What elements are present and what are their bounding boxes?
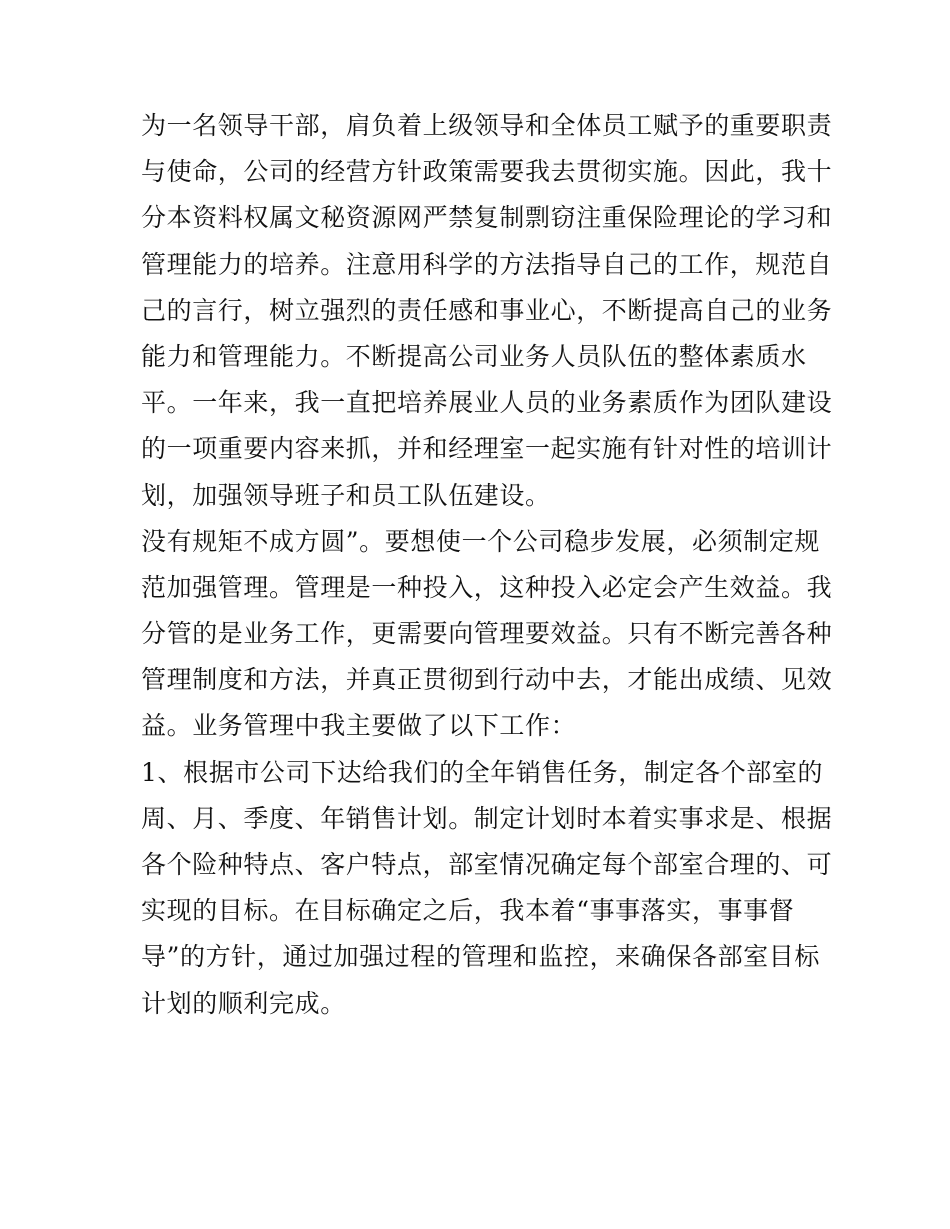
text-line: 己的言行，树立强烈的责任感和事业心，不断提高自己的业务: [141, 295, 833, 325]
text-line: 为一名领导干部，肩负着上级领导和全体员工赋予的重要职责: [141, 111, 833, 140]
text-line: 划，加强领导班子和员工队伍建设。: [141, 480, 551, 510]
text-line: 导”的方针，通过加强过程的管理和监控，来确保各部室目标: [141, 942, 820, 972]
text-line: 分管的是业务工作，更需要向管理要效益。只有不断完善各种: [141, 619, 833, 649]
text-line: 管理能力的培养。注意用科学的方法指导自己的工作，规范自: [141, 249, 833, 279]
text-line: 实现的目标。在目标确定之后，我本着“事事落实，事事督: [141, 896, 795, 926]
text-line: 没有规矩不成方圆”。要想使一个公司稳步发展，必须制定规: [141, 526, 820, 556]
text-line: 计划的顺利完成。: [141, 988, 346, 1018]
text-line: 益。业务管理中我主要做了以下工作：: [141, 711, 577, 741]
body-text: [141, 103, 833, 1027]
text-line: 分本资料权属文秘资源网严禁复制剽窃注重保险理论的学习和: [141, 203, 833, 233]
text-line: 1、根据市公司下达给我们的全年销售任务，制定各个部室的: [141, 757, 824, 787]
text-line: 与使命，公司的经营方针政策需要我去贯彻实施。因此，我十: [141, 157, 833, 187]
text-line: 的一项重要内容来抓，并和经理室一起实施有针对性的培训计: [141, 434, 833, 464]
text-line: 各个险种特点、客户特点，部室情况确定每个部室合理的、可: [141, 850, 833, 879]
text-line: 能力和管理能力。不断提高公司业务人员队伍的整体素质水: [141, 341, 807, 371]
text-line: 管理制度和方法，并真正贯彻到行动中去，才能出成绩、见效: [141, 665, 833, 695]
text-line: 范加强管理。管理是一种投入，这种投入必定会产生效益。我: [141, 572, 833, 602]
text-line: 周、月、季度、年销售计划。制定计划时本着实事求是、根据: [141, 803, 833, 833]
text-line: 平。一年来，我一直把培养展业人员的业务素质作为团队建设: [141, 388, 833, 418]
